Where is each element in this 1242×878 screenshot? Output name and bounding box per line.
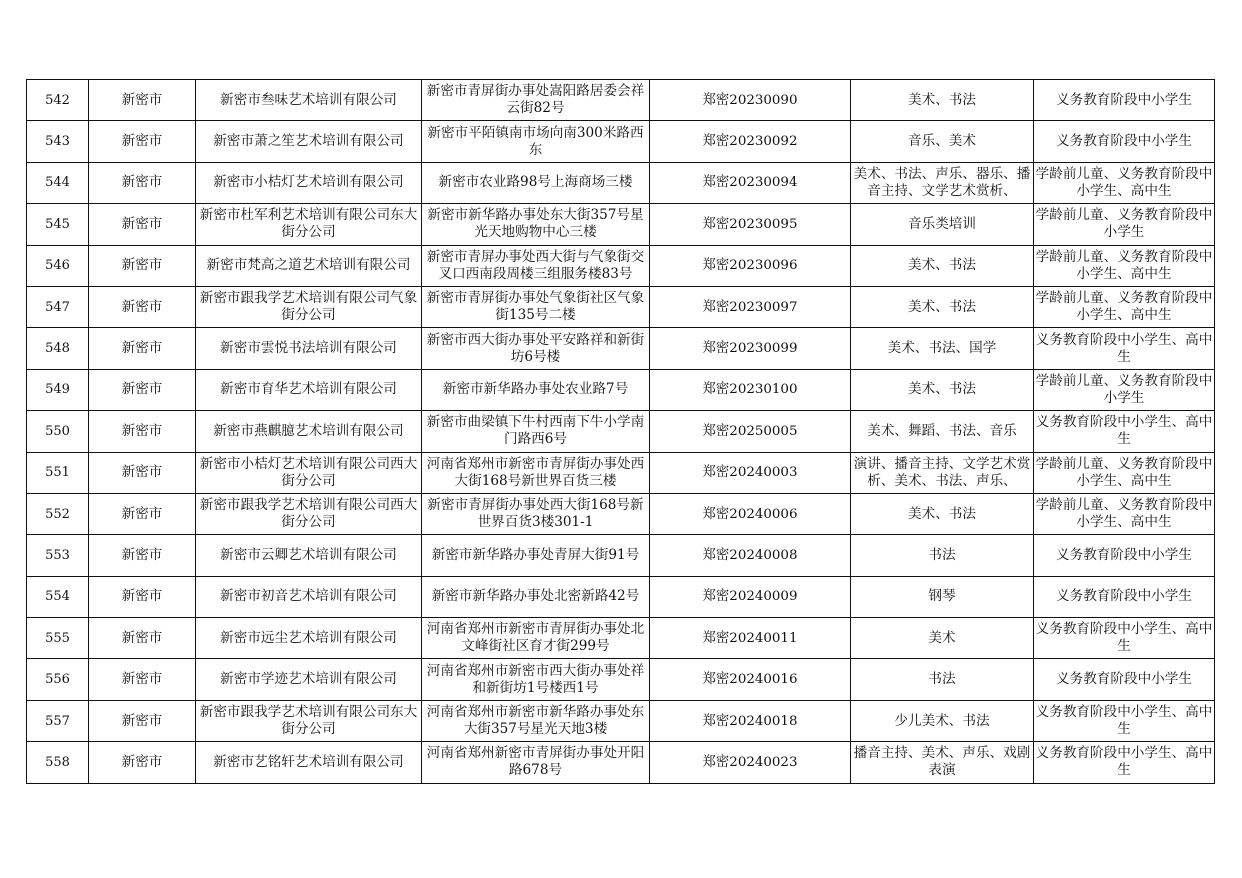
institution-name-cell: [196, 121, 422, 162]
subjects-cell-text: 美术、书法、国学: [887, 340, 997, 357]
subjects-cell: [851, 493, 1034, 534]
table-row: [27, 80, 1215, 121]
institution-name-cell-text: 新密市初音艺术培训有限公司: [220, 588, 397, 605]
subjects-cell: [851, 411, 1034, 452]
address-cell: [422, 162, 650, 203]
serial-number-cell: [27, 80, 89, 121]
serial-number-cell-text: 550: [45, 423, 70, 439]
license-number-cell: [650, 576, 851, 617]
subjects-cell: [851, 369, 1034, 410]
address-cell: [422, 618, 650, 659]
address-cell-text: 河南省郑州市新密市新华路办事处东大街357号星光天地3楼: [426, 704, 645, 738]
serial-number-cell: [27, 493, 89, 534]
address-cell: [422, 245, 650, 286]
subjects-cell: [851, 452, 1034, 493]
city-cell: [89, 328, 196, 369]
institution-name-cell-text: 新密市小桔灯艺术培训有限公司: [213, 174, 404, 191]
city-cell-text: 新密市: [121, 257, 163, 274]
subjects-cell: [851, 162, 1034, 203]
address-cell-text: 河南省郑州市新密市青屏街办事处西大街168号新世界百货三楼: [426, 455, 645, 489]
institution-name-cell: [196, 659, 422, 700]
license-number-cell-text: 郑密20240006: [702, 506, 798, 522]
target-students-cell: [1034, 659, 1215, 700]
address-cell: [422, 80, 650, 121]
address-cell-text: 新密市新华路办事处北密新路42号: [431, 588, 640, 605]
institution-name-cell: [196, 576, 422, 617]
address-cell: [422, 535, 650, 576]
table-row: [27, 618, 1215, 659]
institution-table: [26, 79, 1215, 784]
address-cell: [422, 452, 650, 493]
license-number-cell-text: 郑密20230100: [702, 382, 798, 398]
target-students-cell-text: 学龄前儿童、义务教育阶段中小学生: [1035, 207, 1213, 241]
city-cell-text: 新密市: [121, 381, 163, 398]
city-cell: [89, 162, 196, 203]
serial-number-cell-text: 555: [45, 630, 70, 646]
license-number-cell-text: 郑密20230095: [702, 216, 798, 232]
license-number-cell: [650, 80, 851, 121]
serial-number-cell-text: 556: [45, 672, 70, 688]
serial-number-cell-text: 553: [45, 547, 70, 563]
city-cell: [89, 204, 196, 245]
target-students-cell: [1034, 245, 1215, 286]
institution-name-cell: [196, 618, 422, 659]
target-students-cell: [1034, 493, 1215, 534]
table-row: [27, 369, 1215, 410]
city-cell: [89, 618, 196, 659]
target-students-cell-text: 义务教育阶段中小学生、高中生: [1035, 745, 1213, 779]
target-students-cell: [1034, 328, 1215, 369]
institution-name-cell-text: 新密市杜军利艺术培训有限公司东大街分公司: [199, 207, 418, 241]
address-cell-text: 新密市新华路办事处农业路7号: [442, 381, 629, 398]
target-students-cell: [1034, 162, 1215, 203]
address-cell-text: 新密市青屏街办事处西大街168号新世界百货3楼301-1: [427, 497, 644, 531]
subjects-cell: [851, 700, 1034, 741]
city-cell: [89, 286, 196, 327]
target-students-cell: [1034, 369, 1215, 410]
subjects-cell-text: 美术、书法: [908, 91, 976, 108]
target-students-cell: [1034, 452, 1215, 493]
license-number-cell: [650, 700, 851, 741]
serial-number-cell-text: 552: [45, 506, 70, 522]
city-cell-text: 新密市: [121, 91, 163, 108]
license-number-cell-text: 郑密20240011: [702, 630, 798, 646]
license-number-cell-text: 郑密20240016: [702, 672, 798, 688]
license-number-cell: [650, 493, 851, 534]
address-cell-text: 新密市西大街办事处平安路祥和新街坊6号楼: [426, 331, 645, 365]
table-row: [27, 742, 1215, 783]
table-row: [27, 700, 1215, 741]
city-cell-text: 新密市: [121, 546, 163, 563]
license-number-cell-text: 郑密20230090: [702, 92, 798, 108]
target-students-cell: [1034, 742, 1215, 783]
table-row: [27, 535, 1215, 576]
city-cell-text: 新密市: [121, 215, 163, 232]
subjects-cell: [851, 742, 1034, 783]
table-row: [27, 286, 1215, 327]
subjects-cell-text: 钢琴: [928, 588, 956, 605]
city-cell: [89, 245, 196, 286]
institution-name-cell: [196, 493, 422, 534]
city-cell-text: 新密市: [121, 712, 163, 729]
city-cell: [89, 742, 196, 783]
address-cell: [422, 369, 650, 410]
serial-number-cell: [27, 369, 89, 410]
license-number-cell-text: 郑密20230096: [702, 258, 798, 274]
institution-name-cell: [196, 700, 422, 741]
address-cell-text: 河南省郑州新密市青屏街办事处开阳路678号: [426, 745, 645, 779]
address-cell-text: 河南省郑州市新密市西大街办事处祥和新街坊1号楼西1号: [426, 662, 645, 696]
city-cell-text: 新密市: [121, 753, 163, 770]
city-cell-text: 新密市: [121, 422, 163, 439]
serial-number-cell: [27, 204, 89, 245]
city-cell-text: 新密市: [121, 588, 163, 605]
license-number-cell-text: 郑密20240009: [702, 589, 798, 605]
serial-number-cell-text: 549: [45, 382, 70, 398]
serial-number-cell: [27, 576, 89, 617]
institution-name-cell: [196, 162, 422, 203]
target-students-cell-text: 学龄前儿童、义务教育阶段中小学生: [1035, 372, 1213, 406]
license-number-cell: [650, 535, 851, 576]
serial-number-cell: [27, 245, 89, 286]
institution-name-cell-text: 新密市跟我学艺术培训有限公司东大街分公司: [199, 704, 418, 738]
institution-name-cell-text: 新密市雲悦书法培训有限公司: [220, 340, 397, 357]
subjects-cell-text: 美术、舞蹈、书法、音乐: [867, 422, 1017, 439]
address-cell-text: 新密市曲梁镇下牛村西南下牛小学南门路西6号: [426, 414, 645, 448]
institution-name-cell-text: 新密市梵高之道艺术培训有限公司: [206, 257, 411, 274]
table-row: [27, 452, 1215, 493]
city-cell-text: 新密市: [121, 174, 163, 191]
subjects-cell-text: 演讲、播音主持、文学艺术赏析、美术、书法、声乐、: [853, 455, 1031, 489]
institution-name-cell-text: 新密市燕麒臆艺术培训有限公司: [213, 422, 404, 439]
city-cell: [89, 493, 196, 534]
city-cell-text: 新密市: [121, 629, 163, 646]
city-cell-text: 新密市: [121, 298, 163, 315]
target-students-cell: [1034, 700, 1215, 741]
address-cell: [422, 576, 650, 617]
license-number-cell: [650, 742, 851, 783]
institution-name-cell: [196, 411, 422, 452]
subjects-cell-text: 少儿美术、书法: [894, 712, 990, 729]
address-cell-text: 新密市新华路办事处青屏大街91号: [431, 546, 640, 563]
subjects-cell-text: 美术、书法: [908, 505, 976, 522]
license-number-cell: [650, 618, 851, 659]
city-cell: [89, 535, 196, 576]
address-cell-text: 河南省郑州市新密市青屏街办事处北文峰街社区育才街299号: [426, 621, 645, 655]
license-number-cell: [650, 659, 851, 700]
subjects-cell-text: 书法: [928, 671, 956, 688]
target-students-cell: [1034, 80, 1215, 121]
serial-number-cell: [27, 452, 89, 493]
target-students-cell: [1034, 411, 1215, 452]
city-cell-text: 新密市: [121, 505, 163, 522]
institution-name-cell-text: 新密市学迹艺术培训有限公司: [220, 671, 397, 688]
license-number-cell-text: 郑密20240023: [702, 754, 798, 770]
license-number-cell: [650, 411, 851, 452]
license-number-cell-text: 郑密20240003: [702, 465, 798, 481]
target-students-cell-text: 义务教育阶段中小学生: [1056, 91, 1192, 108]
institution-name-cell: [196, 328, 422, 369]
target-students-cell-text: 学龄前儿童、义务教育阶段中小学生、高中生: [1035, 165, 1213, 199]
serial-number-cell-text: 554: [45, 589, 70, 605]
subjects-cell: [851, 659, 1034, 700]
city-cell: [89, 576, 196, 617]
city-cell: [89, 411, 196, 452]
serial-number-cell: [27, 121, 89, 162]
subjects-cell: [851, 328, 1034, 369]
serial-number-cell: [27, 742, 89, 783]
institution-name-cell-text: 新密市萧之笙艺术培训有限公司: [213, 133, 404, 150]
subjects-cell: [851, 80, 1034, 121]
target-students-cell-text: 学龄前儿童、义务教育阶段中小学生、高中生: [1035, 497, 1213, 531]
serial-number-cell: [27, 162, 89, 203]
license-number-cell-text: 郑密20230099: [702, 341, 798, 357]
target-students-cell: [1034, 576, 1215, 617]
address-cell-text: 新密市农业路98号上海商场三楼: [438, 174, 633, 191]
address-cell-text: 新密市青屏街办事处嵩阳路居委会祥云街82号: [426, 83, 645, 117]
institution-name-cell-text: 新密市小桔灯艺术培训有限公司西大街分公司: [199, 455, 418, 489]
table-row: [27, 121, 1215, 162]
address-cell: [422, 742, 650, 783]
table-row: [27, 411, 1215, 452]
address-cell: [422, 286, 650, 327]
institution-name-cell-text: 新密市育华艺术培训有限公司: [220, 381, 397, 398]
serial-number-cell: [27, 411, 89, 452]
subjects-cell-text: 美术、书法: [908, 298, 976, 315]
address-cell: [422, 659, 650, 700]
institution-name-cell: [196, 452, 422, 493]
serial-number-cell-text: 544: [45, 175, 70, 191]
target-students-cell-text: 义务教育阶段中小学生: [1056, 671, 1192, 688]
institution-name-cell-text: 新密市跟我学艺术培训有限公司气象街分公司: [199, 290, 418, 324]
target-students-cell: [1034, 535, 1215, 576]
target-students-cell: [1034, 204, 1215, 245]
serial-number-cell-text: 548: [45, 341, 70, 357]
target-students-cell-text: 义务教育阶段中小学生: [1056, 588, 1192, 605]
address-cell-text: 新密市平陌镇南市场向南300米路西东: [427, 124, 644, 158]
city-cell: [89, 452, 196, 493]
serial-number-cell-text: 547: [45, 299, 70, 315]
serial-number-cell: [27, 535, 89, 576]
city-cell: [89, 700, 196, 741]
target-students-cell-text: 学龄前儿童、义务教育阶段中小学生、高中生: [1035, 290, 1213, 324]
city-cell-text: 新密市: [121, 464, 163, 481]
license-number-cell: [650, 245, 851, 286]
subjects-cell-text: 音乐类培训: [908, 215, 976, 232]
license-number-cell-text: 郑密20240008: [702, 547, 798, 563]
city-cell-text: 新密市: [121, 133, 163, 150]
city-cell-text: 新密市: [121, 671, 163, 688]
serial-number-cell: [27, 328, 89, 369]
institution-name-cell-text: 新密市云卿艺术培训有限公司: [220, 546, 397, 563]
license-number-cell-text: 郑密20230094: [702, 175, 798, 191]
city-cell: [89, 369, 196, 410]
institution-name-cell: [196, 742, 422, 783]
target-students-cell: [1034, 286, 1215, 327]
institution-name-cell-text: 新密市叁味艺术培训有限公司: [220, 91, 397, 108]
institution-name-cell: [196, 286, 422, 327]
city-cell-text: 新密市: [121, 340, 163, 357]
address-cell: [422, 493, 650, 534]
serial-number-cell-text: 557: [45, 713, 70, 729]
address-cell: [422, 121, 650, 162]
license-number-cell: [650, 328, 851, 369]
target-students-cell-text: 义务教育阶段中小学生、高中生: [1035, 621, 1213, 655]
serial-number-cell-text: 543: [45, 134, 70, 150]
license-number-cell-text: 郑密20250005: [702, 423, 798, 439]
license-number-cell: [650, 452, 851, 493]
subjects-cell: [851, 121, 1034, 162]
institution-name-cell: [196, 535, 422, 576]
subjects-cell-text: 播音主持、美术、声乐、戏剧表演: [853, 745, 1031, 779]
license-number-cell: [650, 162, 851, 203]
target-students-cell: [1034, 618, 1215, 659]
serial-number-cell-text: 546: [45, 258, 70, 274]
table-row: [27, 204, 1215, 245]
target-students-cell: [1034, 121, 1215, 162]
table-row: [27, 493, 1215, 534]
serial-number-cell: [27, 700, 89, 741]
institution-name-cell-text: 新密市跟我学艺术培训有限公司西大街分公司: [199, 497, 418, 531]
license-number-cell: [650, 286, 851, 327]
target-students-cell-text: 学龄前儿童、义务教育阶段中小学生、高中生: [1035, 248, 1213, 282]
institution-name-cell: [196, 245, 422, 286]
license-number-cell: [650, 121, 851, 162]
address-cell: [422, 700, 650, 741]
subjects-cell: [851, 204, 1034, 245]
city-cell: [89, 121, 196, 162]
subjects-cell-text: 美术、书法: [908, 381, 976, 398]
serial-number-cell-text: 542: [45, 92, 70, 108]
institution-name-cell-text: 新密市远尘艺术培训有限公司: [220, 629, 397, 646]
address-cell: [422, 411, 650, 452]
target-students-cell-text: 义务教育阶段中小学生、高中生: [1035, 331, 1213, 365]
table-row: [27, 162, 1215, 203]
subjects-cell-text: 书法: [928, 546, 956, 563]
target-students-cell-text: 义务教育阶段中小学生、高中生: [1035, 414, 1213, 448]
license-number-cell-text: 郑密20230097: [702, 299, 798, 315]
institution-name-cell: [196, 369, 422, 410]
institution-name-cell: [196, 80, 422, 121]
serial-number-cell-text: 558: [45, 754, 70, 770]
city-cell: [89, 659, 196, 700]
subjects-cell: [851, 245, 1034, 286]
serial-number-cell-text: 545: [45, 216, 70, 232]
subjects-cell: [851, 576, 1034, 617]
address-cell-text: 新密市新华路办事处东大街357号星光天地购物中心三楼: [427, 207, 644, 241]
table-row: [27, 328, 1215, 369]
license-number-cell: [650, 204, 851, 245]
subjects-cell-text: 美术、书法: [908, 257, 976, 274]
table-body: [27, 80, 1215, 784]
target-students-cell-text: 学龄前儿童、义务教育阶段中小学生、高中生: [1035, 455, 1213, 489]
target-students-cell-text: 义务教育阶段中小学生、高中生: [1035, 704, 1213, 738]
serial-number-cell: [27, 659, 89, 700]
address-cell: [422, 328, 650, 369]
license-number-cell-text: 郑密20230092: [702, 134, 798, 150]
license-number-cell: [650, 369, 851, 410]
serial-number-cell: [27, 618, 89, 659]
serial-number-cell-text: 551: [45, 465, 70, 481]
city-cell: [89, 80, 196, 121]
subjects-cell-text: 音乐、美术: [908, 133, 976, 150]
address-cell-text: 新密市青屏办事处西大街与气象街交叉口西南段周楼三组服务楼83号: [426, 248, 645, 282]
serial-number-cell: [27, 286, 89, 327]
target-students-cell-text: 义务教育阶段中小学生: [1056, 133, 1192, 150]
institution-name-cell-text: 新密市艺铭轩艺术培训有限公司: [213, 753, 404, 770]
subjects-cell: [851, 286, 1034, 327]
table-row: [27, 245, 1215, 286]
subjects-cell-text: 美术: [928, 629, 956, 646]
address-cell-text: 新密市青屏街办事处气象街社区气象街135号二楼: [426, 290, 645, 324]
table-row: [27, 576, 1215, 617]
institution-name-cell: [196, 204, 422, 245]
subjects-cell: [851, 535, 1034, 576]
table-row: [27, 659, 1215, 700]
address-cell: [422, 204, 650, 245]
subjects-cell: [851, 618, 1034, 659]
license-number-cell-text: 郑密20240018: [702, 713, 798, 729]
subjects-cell-text: 美术、书法、声乐、器乐、播音主持、文学艺术赏析、: [853, 165, 1031, 199]
target-students-cell-text: 义务教育阶段中小学生: [1056, 546, 1192, 563]
